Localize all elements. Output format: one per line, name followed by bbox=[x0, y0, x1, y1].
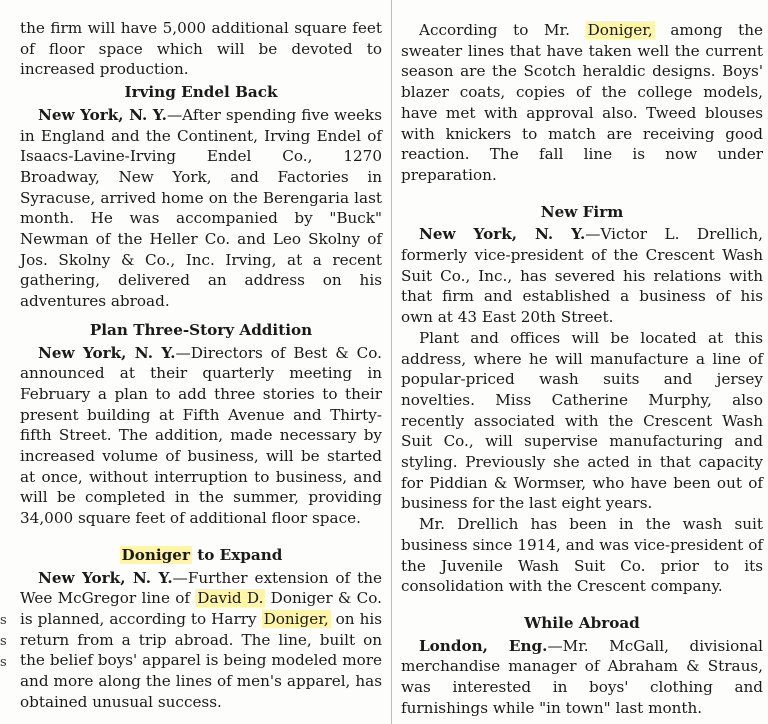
article-body: —Directors of Best & Co. announced at their quarterly meeting in February a plan to add three stories to their present building at Fifth Avenue and Thirty-fifth Street. The addition, made necessary by increased volume of business, will be started at once, without interruption to business, and will be completed in the summer, providing 34,000 square feet of additional floor space. bbox=[20, 343, 382, 528]
highlight-doniger: Doniger bbox=[121, 545, 190, 564]
dateline: London, Eng. bbox=[419, 636, 548, 655]
left-column bbox=[20, 18, 382, 713]
article-while-abroad bbox=[401, 636, 763, 719]
intro-paragraph: the firm will have 5,000 additional square feet of floor space which will be devoted to increased production. bbox=[20, 19, 382, 79]
edge-marks bbox=[0, 610, 8, 673]
article-irving-endel bbox=[20, 105, 382, 312]
article-body: —Further extension of the Wee McGregor line of bbox=[20, 568, 382, 608]
article-body: among the sweater lines that have taken well the current season are the Scotch heraldic designs. Boys' blazer coats, copies of the college models, have met with approval also. Tweed blouses with knickers to match are receiving good reaction. The fall line is now under preparation. bbox=[401, 21, 763, 184]
article-doniger-cont bbox=[401, 20, 763, 186]
article-body: —Victor L. Drellich, formerly vice-president of the Crescent Wash Suit Co., Inc., has severed his relations with that firm and established a business of his own at 43 East 20th Street. bbox=[401, 225, 763, 327]
article-doniger-expand bbox=[20, 568, 382, 713]
highlight-doniger: Doniger, bbox=[263, 609, 329, 628]
headline-irving-endel: Irving Endel Back bbox=[124, 83, 278, 102]
dateline: New York, N. Y. bbox=[38, 105, 167, 124]
headline-doniger-expand bbox=[20, 545, 382, 566]
article-body: Doniger & Co. is planned, according to Harry bbox=[20, 589, 383, 628]
headline-new-firm: New Firm bbox=[540, 202, 624, 221]
article-body: on his return from a trip abroad. The line, built on the belief boys' apparel is being modeled more and more along the lines of men's apparel, has obtained unusual success. bbox=[20, 609, 382, 711]
article-three-story bbox=[20, 343, 382, 529]
article-new-firm-p3: Mr. Drellich has been in the wash suit business since 1914, and was vice-president of the Juvenile Wash Suit Co. prior to its consolidation with the Crescent company. bbox=[401, 515, 763, 596]
dateline: New York, N. Y. bbox=[38, 568, 173, 587]
headline-three-story: Plan Three-Story Addition bbox=[89, 320, 313, 339]
edge-mark: s bbox=[0, 613, 7, 628]
article-body: —After spending five weeks in England and the Continent, Irving Endel of Isaacs-Lavine-Irving Endel Co., 1270 Broadway, New York, and Factories in Syracuse, arrived home on the Berengaria last month. He was accompanied by "Buck" Newman of the Heller Co. and Leo Skolny of Jos. Skolny & Co., Inc. Irving, at a recent gathering, delivered an address on his adventures abroad. bbox=[20, 105, 382, 311]
dateline: New York, N. Y. bbox=[38, 343, 176, 362]
headline-while-abroad: While Abroad bbox=[524, 613, 640, 632]
headline-rest: to Expand bbox=[191, 545, 283, 564]
article-body: —Mr. McGall, divisional merchandise manager of Abraham & Straus, was interested in boys' clothing and furnishings while "in town" last month. bbox=[401, 636, 763, 717]
article-new-firm bbox=[401, 224, 763, 328]
highlight-doniger: Doniger, bbox=[587, 21, 653, 39]
article-body: According to Mr. bbox=[419, 21, 586, 39]
right-column bbox=[401, 20, 763, 719]
highlight-david: David D. bbox=[197, 589, 264, 608]
article-new-firm-p2: Plant and offices will be located at this address, where he will manufacture a line of popular-priced wash suits and jersey novelties. Miss Catherine Murphy, also recently associated with the Crescent Wash Suit Co., will supervise manufacturing and styling. Previously she acted in that capacity for Piddian & Wormser, who have been out of business for the last eight years. bbox=[401, 328, 763, 513]
edge-mark: s bbox=[0, 634, 7, 649]
dateline: New York, N. Y. bbox=[419, 225, 586, 244]
edge-mark: s bbox=[0, 655, 7, 670]
column-divider bbox=[391, 0, 392, 724]
